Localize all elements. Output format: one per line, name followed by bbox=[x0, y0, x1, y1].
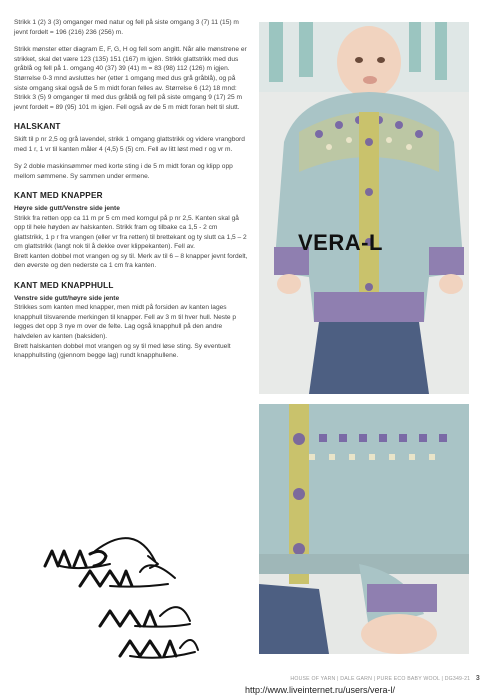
watermark: VERA-L bbox=[298, 230, 383, 255]
kant-knapper-heading: KANT MED KNAPPER bbox=[14, 191, 103, 201]
kant-knapphull-subheading: Venstre side gutt/høyre side jente bbox=[14, 294, 120, 302]
footer-text: HOUSE OF YARN | DALE GARN | PURE ECO BABY WOOL | DG349-21 bbox=[290, 676, 471, 682]
kant-knapphull-paragraph: Brett halskanten dobbel mot vrangen og sy til med løse sting. Sy eventuelt knapphullsting (gjennom begge lag) rundt knapphullene. bbox=[14, 342, 231, 360]
intro-paragraph: Strikk 1 (2) 3 (3) omganger med natur og fell på siste omgang 3 (7) 11 (15) m jevnt fordelt = 196 (216) 236 (256) m. bbox=[14, 19, 239, 36]
kant-knapper-paragraph: Brett kanten dobbel mot vrangen og sy til. Merk av til 6 – 8 knapper jevnt fordelt, den øverste og den nederste ca 1 cm fra kanten. bbox=[14, 252, 248, 270]
source-url[interactable]: http://www.liveinternet.ru/users/vera-l/ bbox=[245, 685, 396, 695]
cardigan-closeup-illustration bbox=[259, 404, 469, 654]
page-number: 3 bbox=[475, 675, 480, 682]
cardigan-photo-bottom bbox=[259, 404, 469, 654]
cardigan-photo-top bbox=[259, 22, 469, 394]
baby-cardigan-illustration bbox=[259, 22, 469, 394]
stitch-diagram bbox=[40, 526, 200, 666]
kant-knapphull-paragraph: Strikkes som kanten med knapper, men midt på forsiden av kanten lages knapphull tilsvarende merkingen til knapper. Fell av 3 m til hver hull. Neste p legges det opp 3 nye m over de felte. Lag også knapphull på den andre halvdelen av kanten (baksiden). bbox=[14, 304, 237, 341]
kant-knapper-subheading: Høyre side gutt/Venstre side jente bbox=[14, 204, 120, 212]
footer bbox=[205, 675, 480, 682]
kant-knapphull-heading: KANT MED KNAPPHULL bbox=[14, 281, 114, 291]
halskant-paragraph: Skift til p nr 2,5 og grå lavendel, strikk 1 omgang glattstrikk og videre vrangbord med 1 r, 1 vr til kanten måler 4 (4,5) 5 (5) cm. Fell av litt løst med r og vr m. bbox=[14, 135, 245, 153]
instruction-column bbox=[14, 18, 248, 369]
intro-paragraph: Strikk mønster etter diagram E, F, G, H og fell som angitt. Når alle mønstrene er strikket, skal det være 123 (135) 151 (167) m igjen. Strikk glattstrikk med dus gråblå og fell på 1. omgang 40 (37) 39 (41) m = 83 (98) 112 (126) m igjen. Størrelse 0-3 mnd avsluttes her (etter 1 omgang med dus grå gråblå), og på siste omgang skal også de 5 m midt foran felles av. Størrelse 6 (12) 18 mnd: Strikk 3 (5) 9 omganger til med dus gråblå og fell på siste omgang 9 (17) 25 m jevnt fordelt = 89 (95) 101 m igjen. Fell også av de 5 m midt foran helt til slutt. bbox=[14, 46, 247, 111]
halskant-heading: HALSKANT bbox=[14, 122, 61, 132]
halskant-paragraph: Sy 2 doble maskinsømmer med korte sting i de 5 m midt foran og klipp opp mellom sømmene. Sy sammen under ermene. bbox=[14, 163, 233, 180]
kant-knapper-paragraph: Strikk fra retten opp ca 11 m pr 5 cm med korngul på p nr 2,5. Kanten skal gå opp til hele høyden av halskanten. Strikk fram og tilbake ca 1,5 - 2 cm glattstrikk, 1 p r fra vrangen (eller vr fra retten) til brettekant og ty slutt ca 1,5 – 2 cm glattstrikk (langt nok til å dekke over klippekanten). Fell av. bbox=[14, 214, 247, 251]
